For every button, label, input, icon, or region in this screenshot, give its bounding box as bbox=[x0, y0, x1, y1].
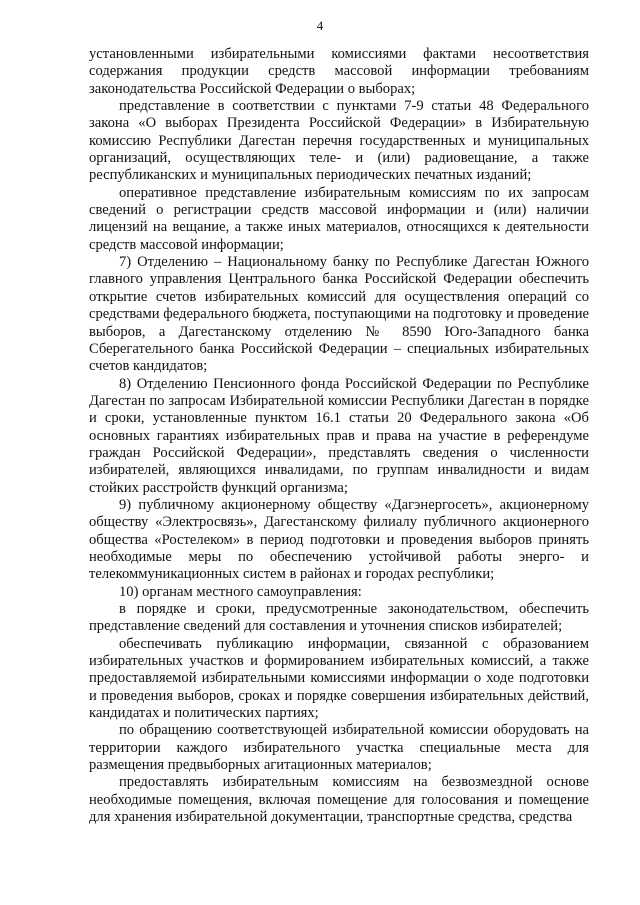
paragraph: 7) Отделению – Национальному банку по Республике Дагестан Южного главного управления Центрального банка Российской Федерации обеспечить открытие счетов избирательных комиссий для осуществления операций со средствами федерального бюджета, поступающими на подготовку и проведение выборов, а Дагестанскому отделению № 8590 Юго-Западного банка Сберегательного банка Российской Федерации – специальных избирательных счетов кандидатов; bbox=[89, 254, 589, 375]
paragraph: 9) публичному акционерному обществу «Дагэнергосеть», акционерному обществу «Электросвязь», Дагестанскому филиалу публичного акционерного общества «Ростелеком» в период подготовки и проведения выборов принять необходимые меры по обеспечению устойчивой работы энерго- и телекоммуникационных систем в районах и городах республики; bbox=[89, 496, 589, 583]
paragraph: по обращению соответствующей избирательной комиссии оборудовать на территории каждого избирательного участка специальные места для размещения предвыборных агитационных материалов; bbox=[89, 722, 589, 774]
paragraph: предоставлять избирательным комиссиям на безвозмездной основе необходимые помещения, включая помещение для голосования и помещение для хранения избирательной документации, транспортные средства, средства bbox=[89, 774, 589, 826]
paragraph: в порядке и сроки, предусмотренные законодательством, обеспечить представление сведений для составления и уточнения списков избирателей; bbox=[89, 601, 589, 635]
paragraph: обеспечивать публикацию информации, связанной с образованием избирательных участков и формированием избирательных комиссий, а также предоставляемой избирательными комиссиями информации о ходе подготовки и проведения выборов, сроках и порядке совершения избирательных действий, кандидатах и политических партиях; bbox=[89, 635, 589, 722]
document-body bbox=[89, 46, 589, 826]
paragraph: 8) Отделению Пенсионного фонда Российской Федерации по Республике Дагестан по запросам Избирательной комиссии Республики Дагестан в порядке и сроки, установленные пунктом 16.1 статьи 20 Федерального закона «Об основных гарантиях избирательных прав и права на участие в референдуме граждан Российской Федерации», представлять сведения о численности избирателей, являющихся инвалидами, по группам инвалидности и видам стойких расстройств функций организма; bbox=[89, 375, 589, 496]
page-number: 4 bbox=[316, 18, 324, 33]
paragraph: 10) органам местного самоуправления: bbox=[119, 583, 362, 600]
paragraph: установленными избирательными комиссиями фактами несоответствия содержания продукции средств массовой информации требованиям законодательства Российской Федерации о выборах; bbox=[89, 46, 589, 97]
paragraph: оперативное представление избирательным комиссиям по их запросам сведений о регистрации средств массовой информации и (или) наличии лицензий на вещание, а также иных материалов, относящихся к деятельности средств массовой информации; bbox=[89, 184, 589, 253]
paragraph: представление в соответствии с пунктами 7-9 статьи 48 Федерального закона «О выборах Президента Российской Федерации» в Избирательную комиссию Республики Дагестан перечня государственных и муниципальных организаций, осуществляющих теле- и (или) радиовещание, а также республиканских и муниципальных периодических печатных изданий; bbox=[89, 98, 589, 184]
